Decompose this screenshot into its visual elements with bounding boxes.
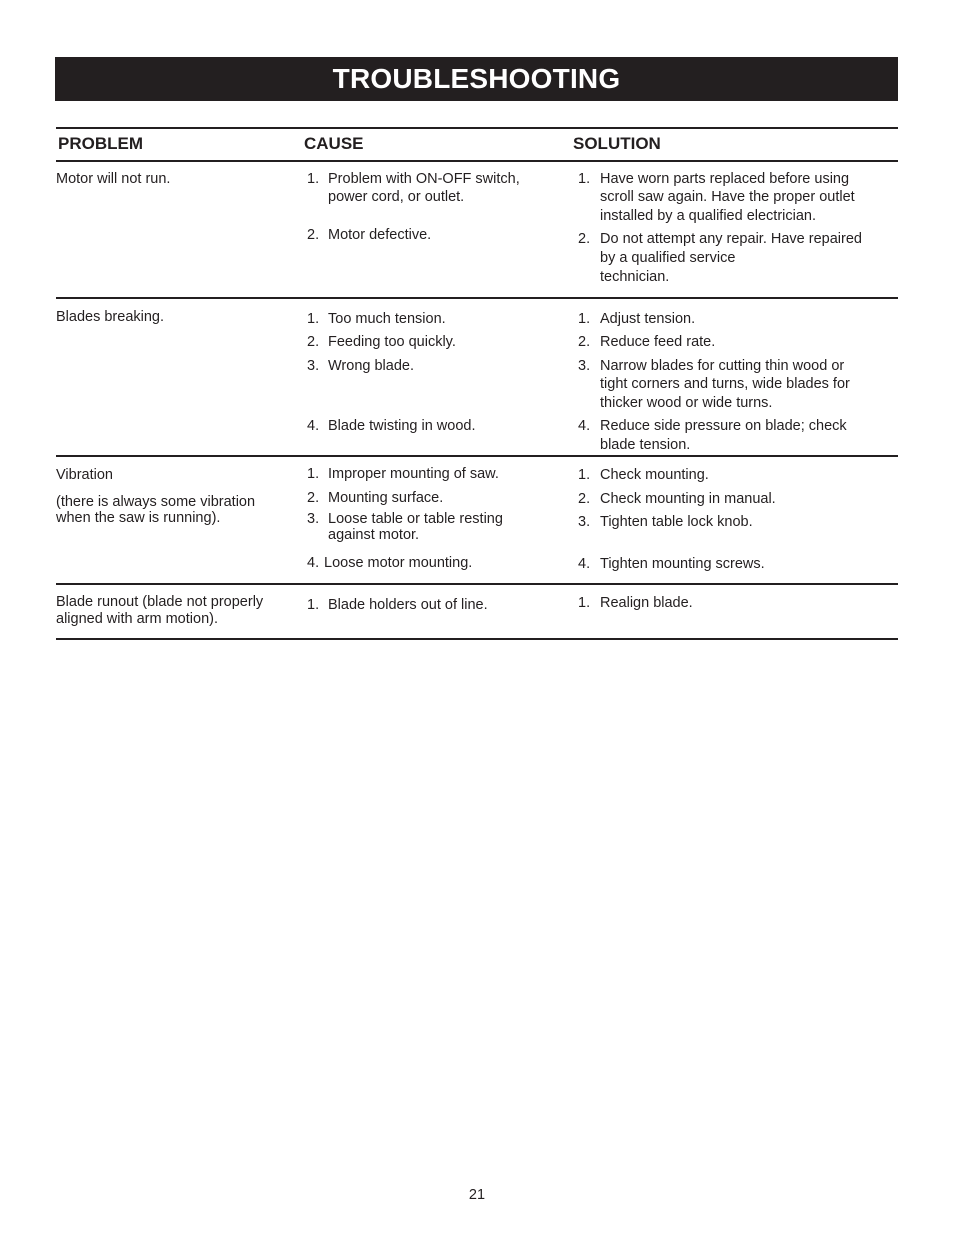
cause-number: 1. [307,171,320,187]
problem-text: Vibration [56,467,113,483]
cause-number: 3. [307,358,320,374]
solution-number: 1. [578,311,591,327]
solution-number: 3. [578,514,591,530]
table-bottom-rule [56,638,898,640]
cause-number: 1. [307,311,320,327]
solution-number: 2. [578,491,591,507]
problem-text: Blades breaking. [56,309,165,325]
solution-text: Reduce side pressure on blade; check [600,418,847,434]
solution-text: Adjust tension. [600,311,696,327]
solution-number: 1. [578,595,591,611]
solution-text: blade tension. [600,437,691,453]
cause-text: Loose table or table resting [328,511,503,527]
solution-number: 2. [578,231,591,247]
solution-text: scroll saw again. Have the proper outlet [600,189,855,205]
problem-text: Blade runout (blade not properly [56,594,264,610]
cause-number: 2. [307,490,320,506]
solution-number: 3. [578,358,591,374]
header-cause: CAUSE [304,134,364,153]
row-divider [56,583,898,585]
solution-number: 1. [578,467,591,483]
cause-text: against motor. [328,527,420,543]
cause-text: Blade holders out of line. [328,597,488,613]
header-rule [56,160,898,162]
solution-text: Check mounting in manual. [600,491,776,507]
problem-text: Motor will not run. [56,171,171,187]
solution-text: Tighten mounting screws. [600,556,765,572]
solution-text: Reduce feed rate. [600,334,716,350]
solution-text: Check mounting. [600,467,709,483]
solution-text: Realign blade. [600,595,693,611]
table-top-rule [56,127,898,129]
cause-number: 4. [307,418,320,434]
header-solution: SOLUTION [573,134,661,153]
solution-text: installed by a qualified electrician. [600,208,817,224]
solution-text: technician. [600,269,670,285]
cause-text: Wrong blade. [328,358,414,374]
header-problem: PROBLEM [58,134,143,153]
cause-text: Problem with ON-OFF switch, [328,171,520,187]
page-title: TROUBLESHOOTING [55,57,898,101]
solution-text: tight corners and turns, wide blades for [600,376,850,392]
solution-text: Do not attempt any repair. Have repaired [600,231,862,247]
cause-number: 1. [307,466,320,482]
solution-text: Narrow blades for cutting thin wood or [600,358,845,374]
cause-number: 2. [307,227,320,243]
solution-text: by a qualified service [600,250,736,266]
row-divider [56,297,898,299]
cause-number: 3. [307,511,320,527]
solution-number: 1. [578,171,591,187]
cause-text: Blade twisting in wood. [328,418,476,434]
cause-text: power cord, or outlet. [328,189,465,205]
page-number: 21 [468,1187,486,1203]
cause-text: Loose motor mounting. [324,555,473,571]
cause-text: Improper mounting of saw. [328,466,499,482]
solution-text: Have worn parts replaced before using [600,171,850,187]
cause-number: 1. [307,597,320,613]
problem-text: when the saw is running). [56,510,221,526]
cause-text: Mounting surface. [328,490,444,506]
problem-text: aligned with arm motion). [56,611,218,627]
cause-number: 2. [307,334,320,350]
cause-text: Feeding too quickly. [328,334,456,350]
solution-number: 4. [578,556,591,572]
solution-number: 4. [578,418,591,434]
solution-number: 2. [578,334,591,350]
solution-text: thicker wood or wide turns. [600,395,773,411]
cause-text: Motor defective. [328,227,432,243]
problem-text: (there is always some vibration [56,494,256,510]
cause-text: Too much tension. [328,311,446,327]
cause-number: 4. [307,555,320,571]
row-divider [56,455,898,457]
solution-text: Tighten table lock knob. [600,514,753,530]
